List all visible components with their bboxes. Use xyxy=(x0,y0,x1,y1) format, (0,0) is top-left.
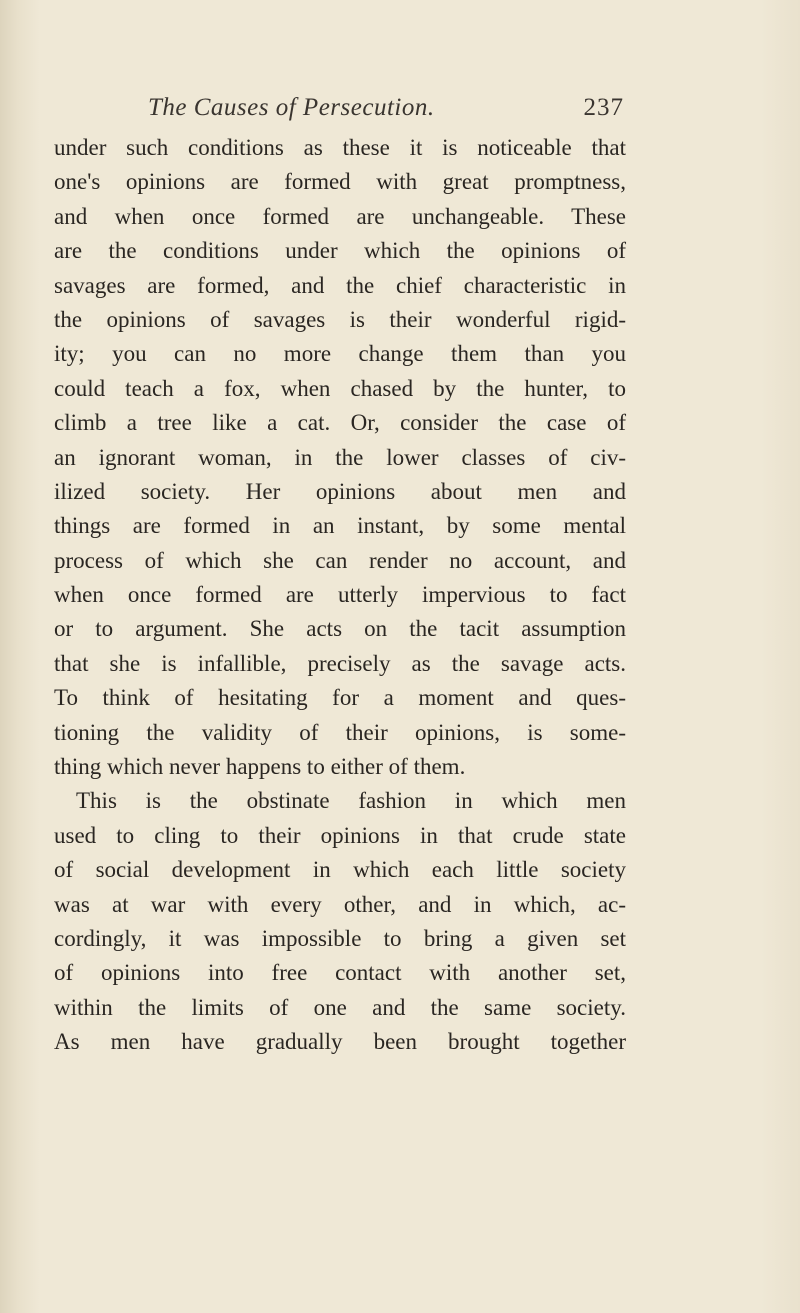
text-line: one's opinions are formed with great promptness, xyxy=(54,169,626,195)
text-line: that she is infallible, precisely as the savage acts. xyxy=(54,650,626,676)
text-line: climb a tree like a cat. Or, consider the case of xyxy=(54,410,626,436)
text-line: the opinions of savages is their wonderful rigid- xyxy=(54,306,626,332)
text-line: ilized society. Her opinions about men and xyxy=(54,478,626,504)
text-line: within the limits of one and the same society. xyxy=(54,994,626,1020)
text-line: things are formed in an instant, by some mental xyxy=(54,513,626,539)
body-text xyxy=(54,131,626,1060)
text-line: This is the obstinate fashion in which men xyxy=(76,788,626,814)
page-number: 237 xyxy=(583,94,624,121)
running-title: The Causes of Persecution. xyxy=(148,94,435,121)
text-line: As men have gradually been brought together xyxy=(54,1029,626,1055)
text-line: an ignorant woman, in the lower classes of civ- xyxy=(54,444,626,470)
text-line: or to argument. She acts on the tacit assumption xyxy=(54,616,626,642)
text-line: To think of hesitating for a moment and ques- xyxy=(54,685,626,711)
text-line: thing which never happens to either of them. xyxy=(54,754,466,780)
text-line: could teach a fox, when chased by the hunter, to xyxy=(54,375,626,401)
text-line: tioning the validity of their opinions, is some- xyxy=(54,719,626,745)
text-line: was at war with every other, and in which, ac- xyxy=(54,891,626,917)
text-line: used to cling to their opinions in that crude state xyxy=(54,822,626,848)
text-line: cordingly, it was impossible to bring a given set xyxy=(54,925,626,951)
text-line: when once formed are utterly impervious to fact xyxy=(54,582,626,608)
text-line: are the conditions under which the opinions of xyxy=(54,238,626,264)
text-line: and when once formed are unchangeable. These xyxy=(54,203,626,229)
text-line: under such conditions as these it is noticeable that xyxy=(54,135,626,160)
text-line: ity; you can no more change them than you xyxy=(54,341,626,367)
text-line: of opinions into free contact with another set, xyxy=(54,960,626,986)
text-line: of social development in which each little society xyxy=(54,857,626,883)
text-line: process of which she can render no account, and xyxy=(54,547,626,573)
text-line: savages are formed, and the chief characteristic in xyxy=(54,272,626,298)
running-header xyxy=(148,94,624,130)
